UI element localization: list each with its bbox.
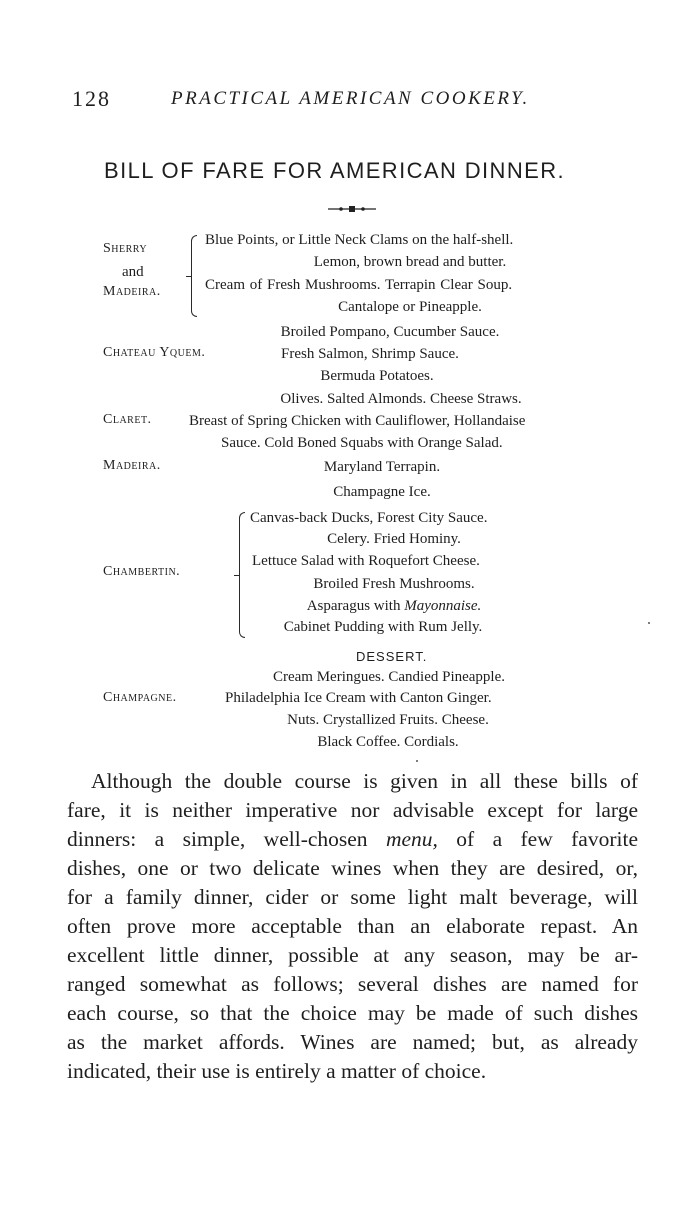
course-celery: Celery. Fried Hominy. <box>327 531 461 547</box>
dessert-line-4: Black Coffee. Cordials. <box>317 734 459 750</box>
course-blue-points: Blue Points, or Little Neck Clams on the half-shell. <box>205 232 514 248</box>
page-title: BILL OF FARE FOR AMERICAN DINNER. <box>104 158 566 183</box>
wine-champagne: Champagne. <box>103 690 177 705</box>
course-lemon: Lemon, brown bread and butter. <box>313 254 507 270</box>
paragraph-line <box>67 825 638 854</box>
course-terrapin: Maryland Terrapin. <box>323 459 441 475</box>
wine-madeira-2: Madeira. <box>103 458 161 473</box>
course-cantalope: Cantalope or Pineapple. <box>338 299 482 315</box>
paragraph-line: indicated, their use is entirely a matter of choice. <box>67 1059 487 1083</box>
course-olives: Olives. Salted Almonds. Cheese Straws. <box>280 391 522 407</box>
course-asparagus-italic: Mayonnaise. <box>404 598 482 614</box>
paragraph-fragment: of a few favorite <box>437 827 638 851</box>
course-bermuda: Bermuda Potatoes. <box>320 368 434 384</box>
wine-sherry: Sherry <box>103 241 148 256</box>
brace-course-1 <box>191 235 197 317</box>
wine-claret: Claret. <box>103 412 152 427</box>
course-asparagus <box>307 596 482 617</box>
course-chicken: Breast of Spring Chicken with Cauliflower, Hollandaise <box>189 413 526 429</box>
course-asparagus-text: Asparagus with <box>306 598 405 614</box>
print-speck <box>648 622 650 624</box>
body-paragraph <box>67 767 638 1086</box>
wine-and: and <box>122 264 144 280</box>
paragraph-line: dishes, one or two delicate wines when they are desired, or, <box>67 856 638 880</box>
running-head: PRACTICAL AMERICAN COOKERY. <box>171 88 530 109</box>
paragraph-line: Although the double course is given in all these bills of <box>91 769 638 793</box>
course-champagne-ice: Champagne Ice. <box>333 484 431 500</box>
ornament-divider <box>328 204 376 214</box>
paragraph-line: ranged somewhat as follows; several dishes are named for <box>67 972 638 996</box>
wine-chateau-yquem: Chateau Yquem. <box>103 345 206 360</box>
paragraph-line: excellent little dinner, possible at any season, may be ar- <box>67 943 638 967</box>
dessert-line-2: Philadelphia Ice Cream with Canton Ginger. <box>225 690 492 706</box>
page-number: 128 <box>72 86 111 111</box>
course-broiled-mushrooms: Broiled Fresh Mushrooms. <box>313 576 475 592</box>
print-speck <box>416 760 418 762</box>
paragraph-line: often prove more acceptable than an elaborate repast. An <box>67 914 638 938</box>
paragraph-line: for a family dinner, cider or some light malt beverage, will <box>67 885 638 909</box>
dessert-line-1: Cream Meringues. Candied Pineapple. <box>272 669 506 685</box>
course-lettuce: Lettuce Salad with Roquefort Cheese. <box>252 553 480 569</box>
course-ducks: Canvas-back Ducks, Forest City Sauce. <box>250 510 488 526</box>
course-squabs: Sauce. Cold Boned Squabs with Orange Salad. <box>221 435 503 451</box>
paragraph-line: as the market affords. Wines are named; but, as already <box>67 1030 638 1054</box>
paragraph-line: each course, so that the choice may be made of such dishes <box>67 1001 638 1025</box>
course-salmon: Fresh Salmon, Shrimp Sauce. <box>281 346 459 362</box>
paragraph-line: fare, it is neither imperative nor advisable except for large <box>67 798 638 822</box>
course-pudding: Cabinet Pudding with Rum Jelly. <box>283 619 483 635</box>
brace-course-5 <box>239 512 245 638</box>
dessert-line-3: Nuts. Crystallized Fruits. Cheese. <box>287 712 489 728</box>
course-cream-mushrooms: Cream of Fresh Mushrooms. Terrapin Clear Soup. <box>205 277 513 293</box>
course-pompano: Broiled Pompano, Cucumber Sauce. <box>280 324 500 340</box>
wine-chambertin: Chambertin. <box>103 564 181 579</box>
dessert-heading: DESSERT. <box>356 649 428 664</box>
wine-madeira: Madeira. <box>103 284 161 299</box>
paragraph-fragment: dinners: a simple, well-chosen <box>67 827 386 851</box>
paragraph-italic-menu: menu, <box>385 827 438 851</box>
